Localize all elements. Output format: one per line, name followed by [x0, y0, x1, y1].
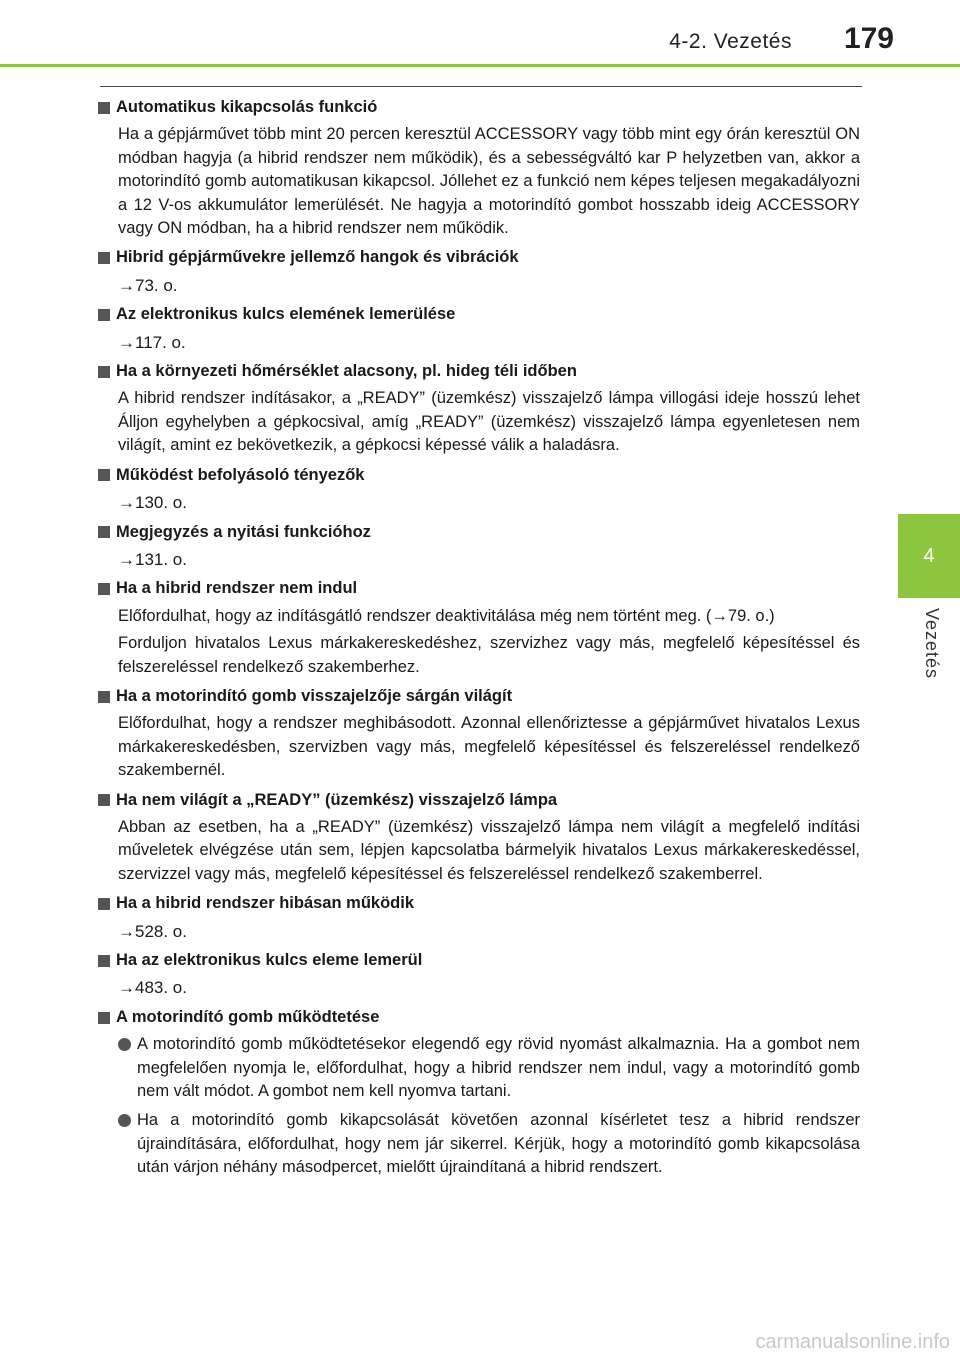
square-bullet-icon: [98, 102, 110, 114]
paragraph: A hibrid rendszer indításakor, a „READY” (üzemkész) visszajelző lámpa villogási ideje hosszú lehet Álljon egyhelyben a gépkocsival, amíg „READY” (üzemkész) visszajelző lámpa egyenletesen nem világít, amint ez bekövetkezik, a gépkocsi képessé válik a haladásra.: [118, 389, 860, 455]
section-heading-text: Automatikus kikapcsolás funkció: [116, 98, 378, 116]
section-heading-text: Működést befolyásoló tényezők: [116, 465, 365, 484]
square-bullet-icon: [98, 469, 110, 481]
square-bullet-icon: [98, 366, 110, 378]
list-item: [118, 1109, 860, 1179]
page-reference: →117. o.: [118, 332, 186, 352]
section-heading: [98, 96, 860, 119]
page-reference: →73. o.: [118, 275, 178, 295]
chapter-label: Vezetés: [922, 608, 942, 680]
manual-section: [98, 303, 860, 354]
round-bullet-icon: [118, 1038, 131, 1051]
paragraph: Abban az esetben, ha a „READY” (üzemkész) visszajelző lámpa nem világít a megfelelő indítási műveletek elvégzése után sem, lépjen kapcsolatba bármelyik hivatalos Lexus márkakereskedéssel, szervizzel vagy más, megfelelő képesítéssel és felszereléssel rendelkező szakemberrel.: [118, 817, 860, 883]
section-heading-text: Hibrid gépjárművekre jellemző hangok és vibrációk: [116, 248, 519, 267]
content-divider: [100, 86, 862, 87]
section-heading: [98, 892, 860, 915]
watermark: carmanualsonline.info: [755, 1331, 950, 1353]
section-heading: [98, 246, 860, 269]
header-divider: [0, 64, 960, 67]
manual-section: [98, 949, 860, 1000]
section-heading: [98, 789, 860, 812]
section-heading-text: Megjegyzés a nyitási funkcióhoz: [116, 522, 371, 541]
manual-section: [98, 521, 860, 572]
section-heading-text: Ha a motorindító gomb visszajelzője sárgán világít: [116, 686, 513, 705]
paragraph: Ha a gépjárművet több mint 20 percen keresztül ACCESSORY vagy több mint egy órán keresztül ON módban hagyja (a hibrid rendszer nem működik), és a sebességváltó kar P helyzetben van, akkor a motorindító gomb automatikusan kikapcsol. Jóllehet ez a funkció nem képes teljesen megakadályozni a 12 V-os akkumulátor lemerülését. Ne hagyja a motorindító gombot hosszabb ideig ACCESSORY vagy ON módban, ha a hibrid rendszer nem működik.: [118, 125, 860, 238]
list-item-text: A motorindító gomb működtetésekor elegendő egy rövid nyomást alkalmaznia. Ha a gombot nem megfelelően nyomja le, előfordulhat, hogy a hibrid rendszer nem indul, vagy a motorindító gomb nem vált módot. A gombot nem kell nyomva tartani.: [137, 1035, 860, 1101]
section-heading-text: Ha az elektronikus kulcs eleme lemerül: [116, 951, 423, 969]
main-content: [98, 96, 860, 1186]
section-heading: [98, 360, 860, 383]
square-bullet-icon: [98, 252, 110, 264]
chapter-tab: [898, 514, 960, 598]
square-bullet-icon: [98, 898, 110, 910]
manual-section: [98, 577, 860, 679]
manual-section: [98, 360, 860, 458]
manual-section: [98, 1006, 860, 1180]
section-heading-text: Ha nem világít a „READY” (üzemkész) visszajelző lámpa: [116, 790, 558, 809]
section-heading-text: Az elektronikus kulcs elemének lemerülése: [116, 305, 456, 324]
section-heading: [98, 577, 860, 600]
square-bullet-icon: [98, 1012, 110, 1024]
manual-section: [98, 789, 860, 887]
paragraph: Előfordulhat, hogy az indításgátló rendszer deaktivitálása még nem történt meg. (→79. o.): [118, 606, 775, 625]
section-heading: [98, 685, 860, 708]
square-bullet-icon: [98, 583, 110, 595]
page-reference: →483. o.: [118, 978, 187, 998]
manual-section: [98, 685, 860, 783]
square-bullet-icon: [98, 526, 110, 538]
section-title: 4-2. Vezetés: [669, 30, 792, 53]
paragraph: Előfordulhat, hogy a rendszer meghibásodott. Azonnal ellenőriztesse a gépjárművet hivatalos Lexus márkakereskedésben, szervizben vagy más, megfelelő képesítéssel és felszereléssel rendelkező szakembernél.: [118, 714, 860, 780]
manual-section: [98, 96, 860, 240]
section-heading: [98, 1006, 860, 1029]
square-bullet-icon: [98, 691, 110, 703]
section-heading: [98, 949, 860, 972]
page-header: [0, 0, 960, 66]
section-heading-text: Ha a környezeti hőmérséklet alacsony, pl. hideg téli időben: [116, 362, 577, 381]
page-reference: →131. o.: [118, 549, 187, 569]
paragraph: Forduljon hivatalos Lexus márkakereskedéshez, szervizhez vagy más, megfelelő képesítéssel és felszereléssel rendelkező szakemberhez.: [118, 634, 860, 676]
section-heading: [98, 464, 860, 487]
manual-section: [98, 892, 860, 943]
square-bullet-icon: [98, 794, 110, 806]
section-heading-text: Ha a hibrid rendszer nem indul: [116, 579, 358, 598]
square-bullet-icon: [98, 955, 110, 967]
section-heading-text: A motorindító gomb működtetése: [116, 1007, 380, 1026]
section-heading-text: Ha a hibrid rendszer hibásan működik: [116, 894, 414, 913]
section-heading: [98, 521, 860, 544]
list-item-text: Ha a motorindító gomb kikapcsolását követően azonnal kísérletet tesz a hibrid rendszer újraindítására, előfordulhat, hogy nem jár sikerrel. Kérjük, hogy a motorindító gomb kikapcsolása után várjon néhány másodpercet, mielőtt újraindítaná a hibrid rendszert.: [137, 1111, 860, 1177]
page-reference: →130. o.: [118, 493, 187, 513]
round-bullet-icon: [118, 1114, 131, 1127]
manual-section: [98, 246, 860, 297]
section-heading: [98, 303, 860, 326]
manual-section: [98, 464, 860, 515]
page-reference: →528. o.: [118, 921, 187, 941]
list-item: [118, 1033, 860, 1103]
chapter-number: 4: [923, 544, 935, 567]
page-number: 179: [843, 22, 894, 55]
square-bullet-icon: [98, 309, 110, 321]
